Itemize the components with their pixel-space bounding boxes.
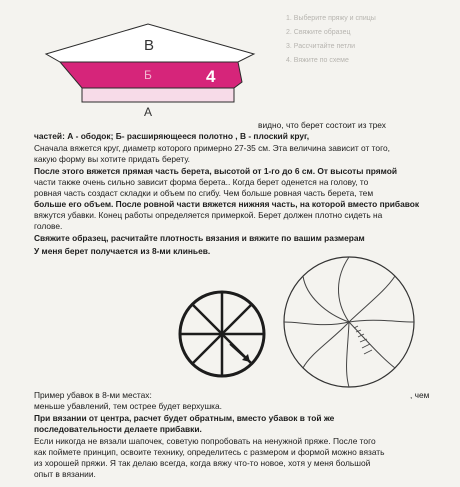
paragraph-tail: , чем — [410, 390, 430, 400]
paragraph-decrease-example: меньше убавлений, тем острее будет верхушка. — [34, 401, 223, 411]
paragraph-straight: части также очень сильно зависит форма берета.. Когда берет оденется на голову, то — [34, 177, 369, 187]
paragraph-circle: какую форму вы хотите придать берету. — [34, 154, 190, 164]
paragraph-tail: видно, что берет состоит из трех — [258, 120, 386, 130]
label-a: А — [144, 105, 153, 119]
spiral-circle-diagram — [274, 252, 424, 392]
faint-line: 2. Свяжите образец — [286, 29, 351, 36]
paragraph-decrease-example: Пример убавок в 8-ми местах: — [34, 390, 152, 400]
paragraph-advice: опыт в вязании. — [34, 469, 96, 479]
wedge-circle-diagram — [170, 282, 274, 386]
paragraph-straight: больше его объем. После ровной части вяжется нижняя часть, на которой вместо прибавок — [34, 199, 420, 209]
paragraph-circle: Сначала вяжется круг, диаметр которого примерно 27-35 см. Эта величина зависит от того, — [34, 143, 390, 153]
beret-diagram — [20, 10, 260, 122]
label-b: Б — [144, 68, 152, 82]
faint-line: 4. Вяжите по схеме — [286, 57, 349, 64]
faint-line: 1. Выберите пряжу и спицы — [286, 15, 376, 22]
label-v: В — [144, 37, 155, 54]
faint-line: 3. Рассчитайте петли — [286, 43, 355, 50]
paragraph-sample: Свяжите образец, расчитайте плотность вязания и вяжите по вашим размерам — [34, 233, 365, 243]
paragraph-reverse: последовательности делаете прибавки. — [34, 424, 202, 434]
paragraph-straight: ровная часть создаст складки и объем по сгибу. Чем больше ровная часть берета, тем — [34, 188, 374, 198]
paragraph-advice: как поймете принцип, освоите технику, определитесь с размером и формой можно вязать — [34, 447, 385, 457]
paragraph-straight: После этого вяжется прямая часть берета, высотой от 1-го до 6 см. От высоты прямой — [34, 166, 398, 176]
paragraph-straight: вяжутся убавки. Конец работы определяется примеркой. Берет должен плотно сидеть на — [34, 210, 383, 220]
label-number: 4 — [206, 67, 216, 86]
part-a-band — [82, 88, 234, 102]
paragraph-reverse: При вязании от центра, расчет будет обратным, вместо убавок в той же — [34, 413, 335, 423]
paragraph-parts: частей: А - ободок; Б- расширяющееся полотно , В - плоский круг, — [34, 131, 310, 141]
paragraph-advice: из хорошей пряжи. Я так делаю всегда, когда вяжу что-то новое, хотя у меня большой — [34, 458, 371, 468]
paragraph-wedges: У меня берет получается из 8-ми клиньев. — [34, 246, 211, 256]
paragraph-straight: голове. — [34, 221, 63, 231]
paragraph-advice: Если никогда не вязали шапочек, советую попробовать на ненужной пряже. После того — [34, 436, 376, 446]
